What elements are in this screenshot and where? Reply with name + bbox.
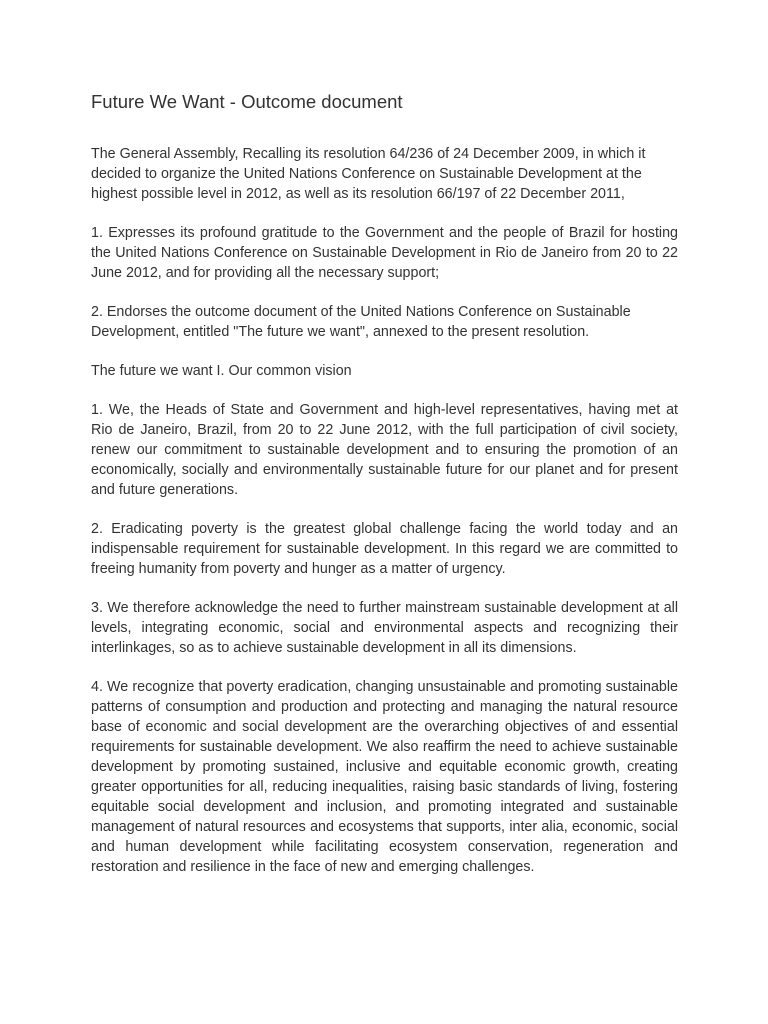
paragraph-preamble: The General Assembly, Recalling its resolution 64/236 of 24 December 2009, in which it decided to organize the United Nations Conference on Sustainable Development at the highest possible level in 2012, as well as its resolution 66/197 of 22 December 2011, [91, 146, 646, 202]
paragraph-resolution-2: 2. Endorses the outcome document of the United Nations Conference on Sustainable Development, entitled "The future we want", annexed to the present resolution. [91, 304, 631, 340]
section-heading-common-vision: The future we want I. Our common vision [91, 363, 352, 379]
document-page [91, 90, 678, 896]
paragraph-vision-1: 1. We, the Heads of State and Government and high-level representatives, having met at Rio de Janeiro, Brazil, from 20 to 22 June 2012, with the full participation of civil society, renew our commitment to sustainable development and to ensuring the promotion of an economically, socially and environmentally sustainable future for our planet and for present and future generations. [91, 402, 678, 498]
paragraph-vision-4: 4. We recognize that poverty eradication, changing unsustainable and promoting sustainable patterns of consumption and production and protecting and managing the natural resource base of economic and social development are the overarching objectives of and essential requirements for sustainable development. We also reaffirm the need to achieve sustainable development by promoting sustained, inclusive and equitable economic growth, creating greater opportunities for all, reducing inequalities, raising basic standards of living, fostering equitable social development and inclusion, and promoting integrated and sustainable management of natural resources and ecosystems that supports, inter alia, economic, social and human development while facilitating ecosystem conservation, regeneration and restoration and resilience in the face of new and emerging challenges. [91, 679, 678, 875]
paragraph-vision-2: 2. Eradicating poverty is the greatest global challenge facing the world today and an indispensable requirement for sustainable development. In this regard we are committed to freeing humanity from poverty and hunger as a matter of urgency. [91, 521, 678, 577]
document-title: Future We Want - Outcome document [91, 91, 403, 112]
paragraph-resolution-1: 1. Expresses its profound gratitude to the Government and the people of Brazil for hosting the United Nations Conference on Sustainable Development in Rio de Janeiro from 20 to 22 June 2012, and for providing all the necessary support; [91, 225, 678, 281]
paragraph-vision-3: 3. We therefore acknowledge the need to further mainstream sustainable development at all levels, integrating economic, social and environmental aspects and recognizing their interlinkages, so as to achieve sustainable development in all its dimensions. [91, 600, 678, 656]
